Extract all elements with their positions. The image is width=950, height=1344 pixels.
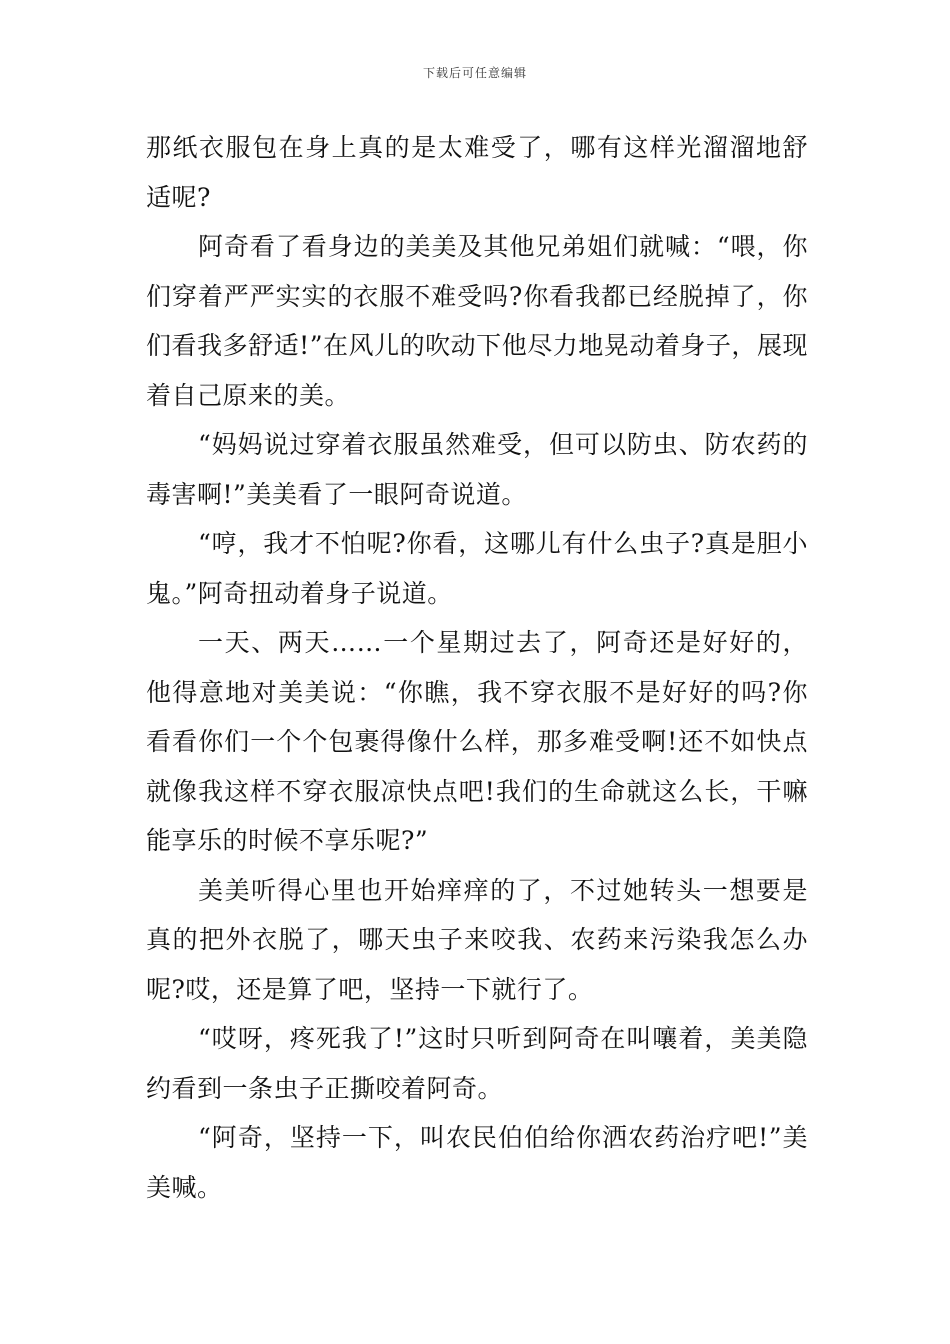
paragraph: 一天、两天……一个星期过去了，阿奇还是好好的，他得意地对美美说：“你瞧，我不穿衣服不是好好的吗?你看看你们一个个包裹得像什么样，那多难受啊!还不如快点就像我这样不穿衣服凉快点吧!我们的生命就这么长，干嘛能享乐的时候不享乐呢?” (146, 628, 808, 855)
document-body (146, 123, 808, 1212)
paragraph: 那纸衣服包在身上真的是太难受了，哪有这样光溜溜地舒适呢? (146, 133, 808, 212)
paragraph: “阿奇，坚持一下，叫农民伯伯给你洒农药治疗吧!”美美喊。 (146, 1123, 808, 1202)
paragraph: 阿奇看了看身边的美美及其他兄弟姐们就喊：“喂，你们穿着严严实实的衣服不难受吗?你看我都已经脱掉了，你们看我多舒适!”在风儿的吹动下他尽力地晃动着身子，展现着自己原来的美。 (146, 232, 808, 410)
paragraph: “妈妈说过穿着衣服虽然难受，但可以防虫、防农药的毒害啊!”美美看了一眼阿奇说道。 (146, 430, 808, 509)
paragraph: 美美听得心里也开始痒痒的了，不过她转头一想要是真的把外衣脱了，哪天虫子来咬我、农药来污染我怎么办呢?哎，还是算了吧，坚持一下就行了。 (146, 875, 808, 1004)
paragraph: “哼，我才不怕呢?你看，这哪儿有什么虫子?真是胆小鬼。”阿奇扭动着身子说道。 (146, 529, 808, 608)
paragraph: “哎呀，疼死我了!”这时只听到阿奇在叫嚷着，美美隐约看到一条虫子正撕咬着阿奇。 (146, 1024, 808, 1103)
page-header-note: 下载后可任意编辑 (422, 66, 527, 80)
